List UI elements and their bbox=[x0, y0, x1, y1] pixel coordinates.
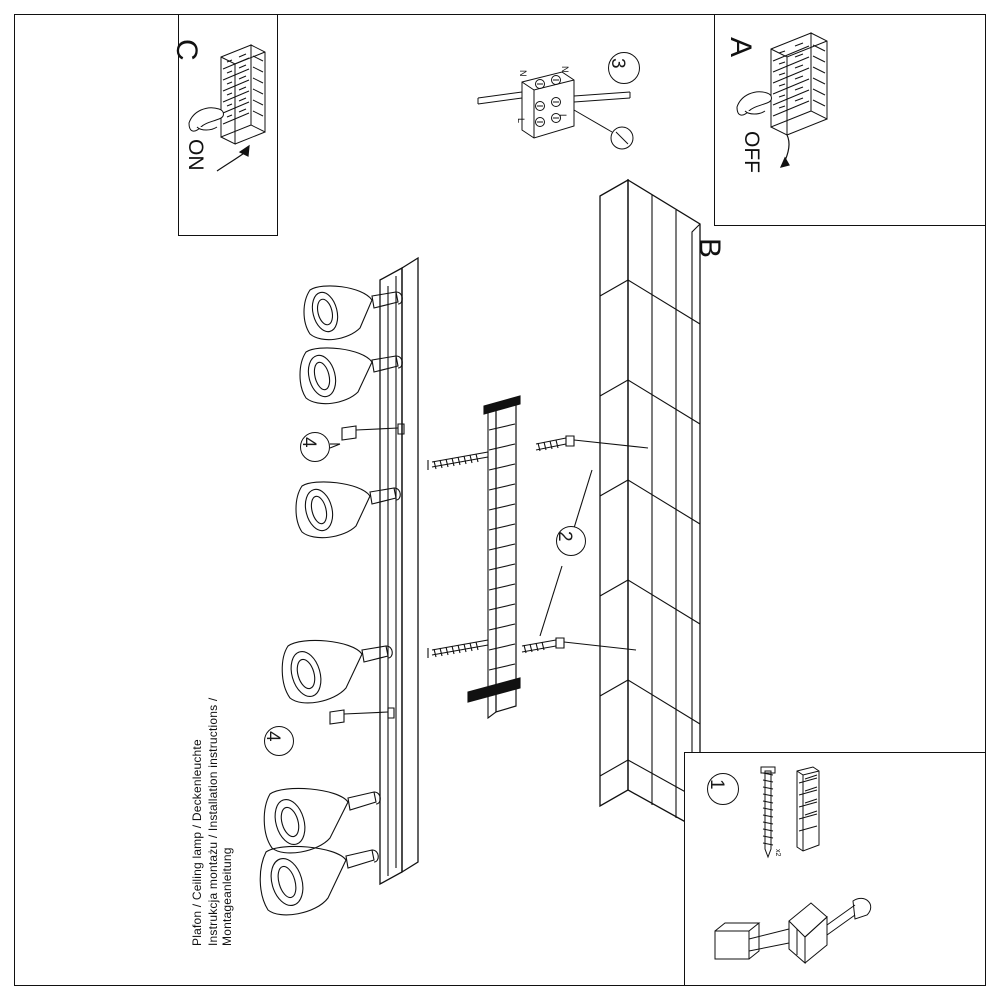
step-3-label-n-right: N bbox=[560, 66, 570, 73]
step-3-label-n-left: N bbox=[518, 70, 528, 77]
callout-4-upper-badge bbox=[300, 432, 330, 462]
callout-4-lower-badge bbox=[264, 726, 294, 756]
panel-a-letter: A bbox=[724, 37, 757, 58]
step-1-number: 1 bbox=[706, 779, 727, 790]
callout-2: 2 bbox=[554, 531, 575, 542]
panel-a-state-label: OFF bbox=[740, 131, 763, 173]
step-3-label-l-left: L bbox=[516, 118, 526, 124]
step-1-qty-label: x2 bbox=[774, 849, 781, 857]
sheet-title-line-2: Plafon / Ceiling lamp / Deckenleuchte bbox=[190, 739, 204, 946]
step-3-number: 3 bbox=[607, 58, 628, 69]
callout-4-lower: 4 bbox=[262, 731, 283, 742]
panel-c-state-label: ON bbox=[184, 139, 207, 171]
callout-4-upper: 4 bbox=[298, 437, 319, 448]
step-3-label-l-right: L bbox=[558, 114, 568, 120]
step-1-number-badge bbox=[707, 773, 739, 805]
sheet-title-line-1: Instrukcja montażu / Installation instructions / Montageanleitung bbox=[206, 697, 234, 946]
panel-c-letter: C bbox=[170, 39, 203, 61]
panel-b-letter: B bbox=[693, 238, 726, 259]
panel-step-1 bbox=[684, 752, 986, 986]
callout-2-badge bbox=[556, 526, 586, 556]
